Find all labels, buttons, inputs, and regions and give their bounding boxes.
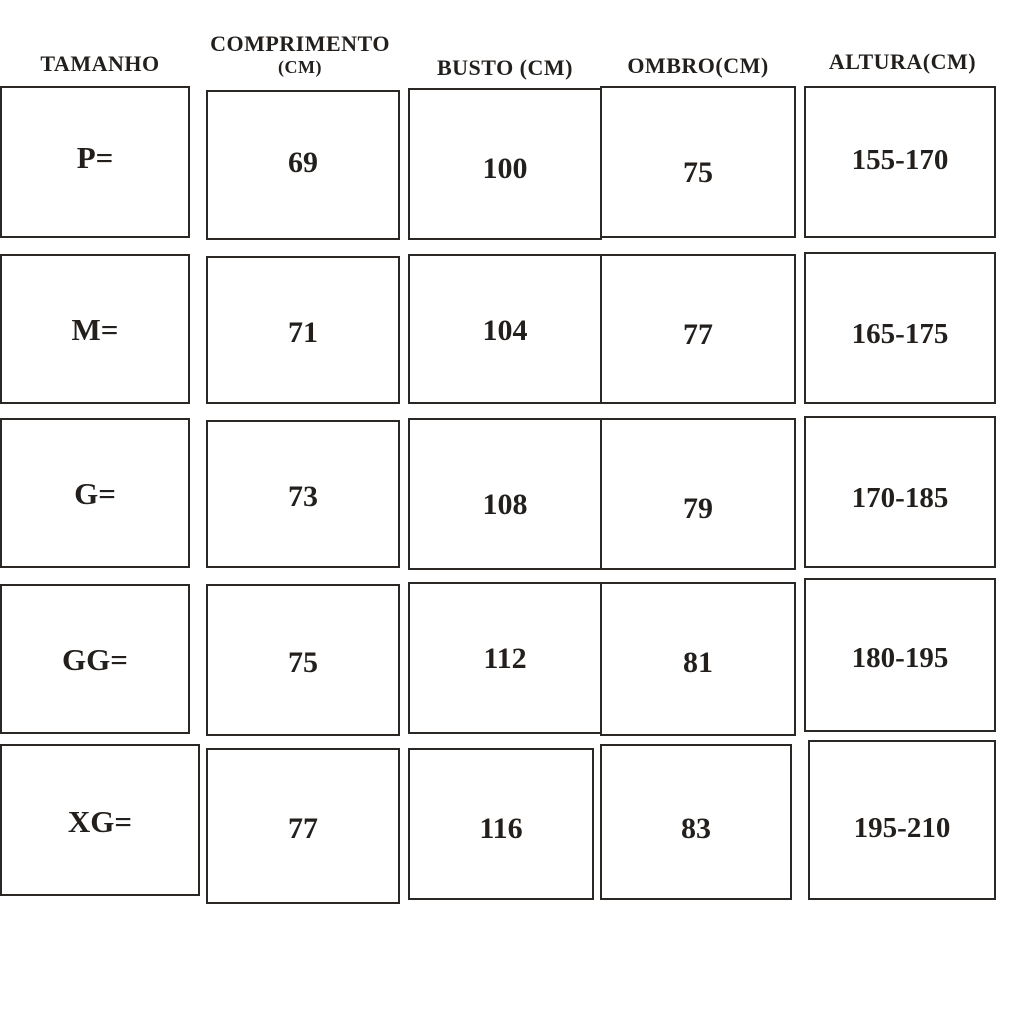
table-cell-busto <box>408 748 594 900</box>
table-cell-altura <box>804 86 996 238</box>
column-header-busto <box>400 56 610 81</box>
column-header-ombro <box>598 54 798 79</box>
cell-value: 100 <box>482 152 528 185</box>
table-cell-ombro <box>600 744 792 900</box>
cell-value: 75 <box>683 156 713 189</box>
cell-value: 77 <box>683 318 713 351</box>
column-header-comprimento <box>190 32 410 77</box>
cell-value: 165-175 <box>851 318 949 350</box>
cell-value: M= <box>71 312 119 347</box>
cell-value: 195-210 <box>853 812 951 844</box>
table-header-row <box>0 26 1024 86</box>
table-cell-comprimento <box>206 90 400 240</box>
table-cell-comprimento <box>206 748 400 904</box>
column-header-comprimento-label: COMPRIMENTO <box>210 31 390 56</box>
table-cell-ombro <box>600 86 796 238</box>
cell-value: 180-195 <box>851 642 949 674</box>
cell-value: G= <box>74 476 116 511</box>
table-cell-ombro <box>600 254 796 404</box>
table-cell-altura <box>808 740 996 900</box>
table-cell-size <box>0 584 190 734</box>
cell-value: 104 <box>482 314 528 347</box>
table-cell-altura <box>804 416 996 568</box>
column-header-altura-label: ALTURA(CM) <box>828 49 977 74</box>
cell-value: 79 <box>683 492 713 525</box>
cell-value: 112 <box>483 642 527 675</box>
cell-value: P= <box>76 140 114 175</box>
cell-value: 71 <box>288 316 318 349</box>
column-header-tamanho <box>0 52 200 77</box>
table-cell-altura <box>804 252 996 404</box>
column-header-ombro-label: OMBRO(CM) <box>627 53 769 78</box>
table-cell-comprimento <box>206 584 400 736</box>
table-cell-busto <box>408 418 602 570</box>
cell-value: XG= <box>67 804 133 839</box>
cell-value: 116 <box>479 812 523 845</box>
table-cell-ombro <box>600 418 796 570</box>
cell-value: 77 <box>288 812 318 845</box>
table-cell-size <box>0 418 190 568</box>
cell-value: 75 <box>288 646 318 679</box>
column-header-altura <box>800 50 1005 75</box>
column-header-tamanho-label: TAMANHO <box>40 51 160 76</box>
table-cell-busto <box>408 582 602 734</box>
table-cell-comprimento <box>206 256 400 404</box>
cell-value: 170-185 <box>851 482 949 514</box>
table-cell-size <box>0 86 190 238</box>
cell-value: 83 <box>681 812 711 845</box>
cell-value: 155-170 <box>851 144 949 176</box>
table-cell-size <box>0 744 200 896</box>
table-cell-comprimento <box>206 420 400 568</box>
table-cell-busto <box>408 88 602 240</box>
table-cell-size <box>0 254 190 404</box>
table-cell-altura <box>804 578 996 732</box>
table-cell-busto <box>408 254 602 404</box>
column-header-comprimento-unit: (CM) <box>277 56 323 77</box>
cell-value: GG= <box>62 642 128 677</box>
cell-value: 69 <box>288 146 318 179</box>
table-cell-ombro <box>600 582 796 736</box>
column-header-busto-label: BUSTO (CM) <box>437 55 573 80</box>
cell-value: 108 <box>482 488 528 521</box>
cell-value: 81 <box>683 646 713 679</box>
cell-value: 73 <box>288 480 318 513</box>
